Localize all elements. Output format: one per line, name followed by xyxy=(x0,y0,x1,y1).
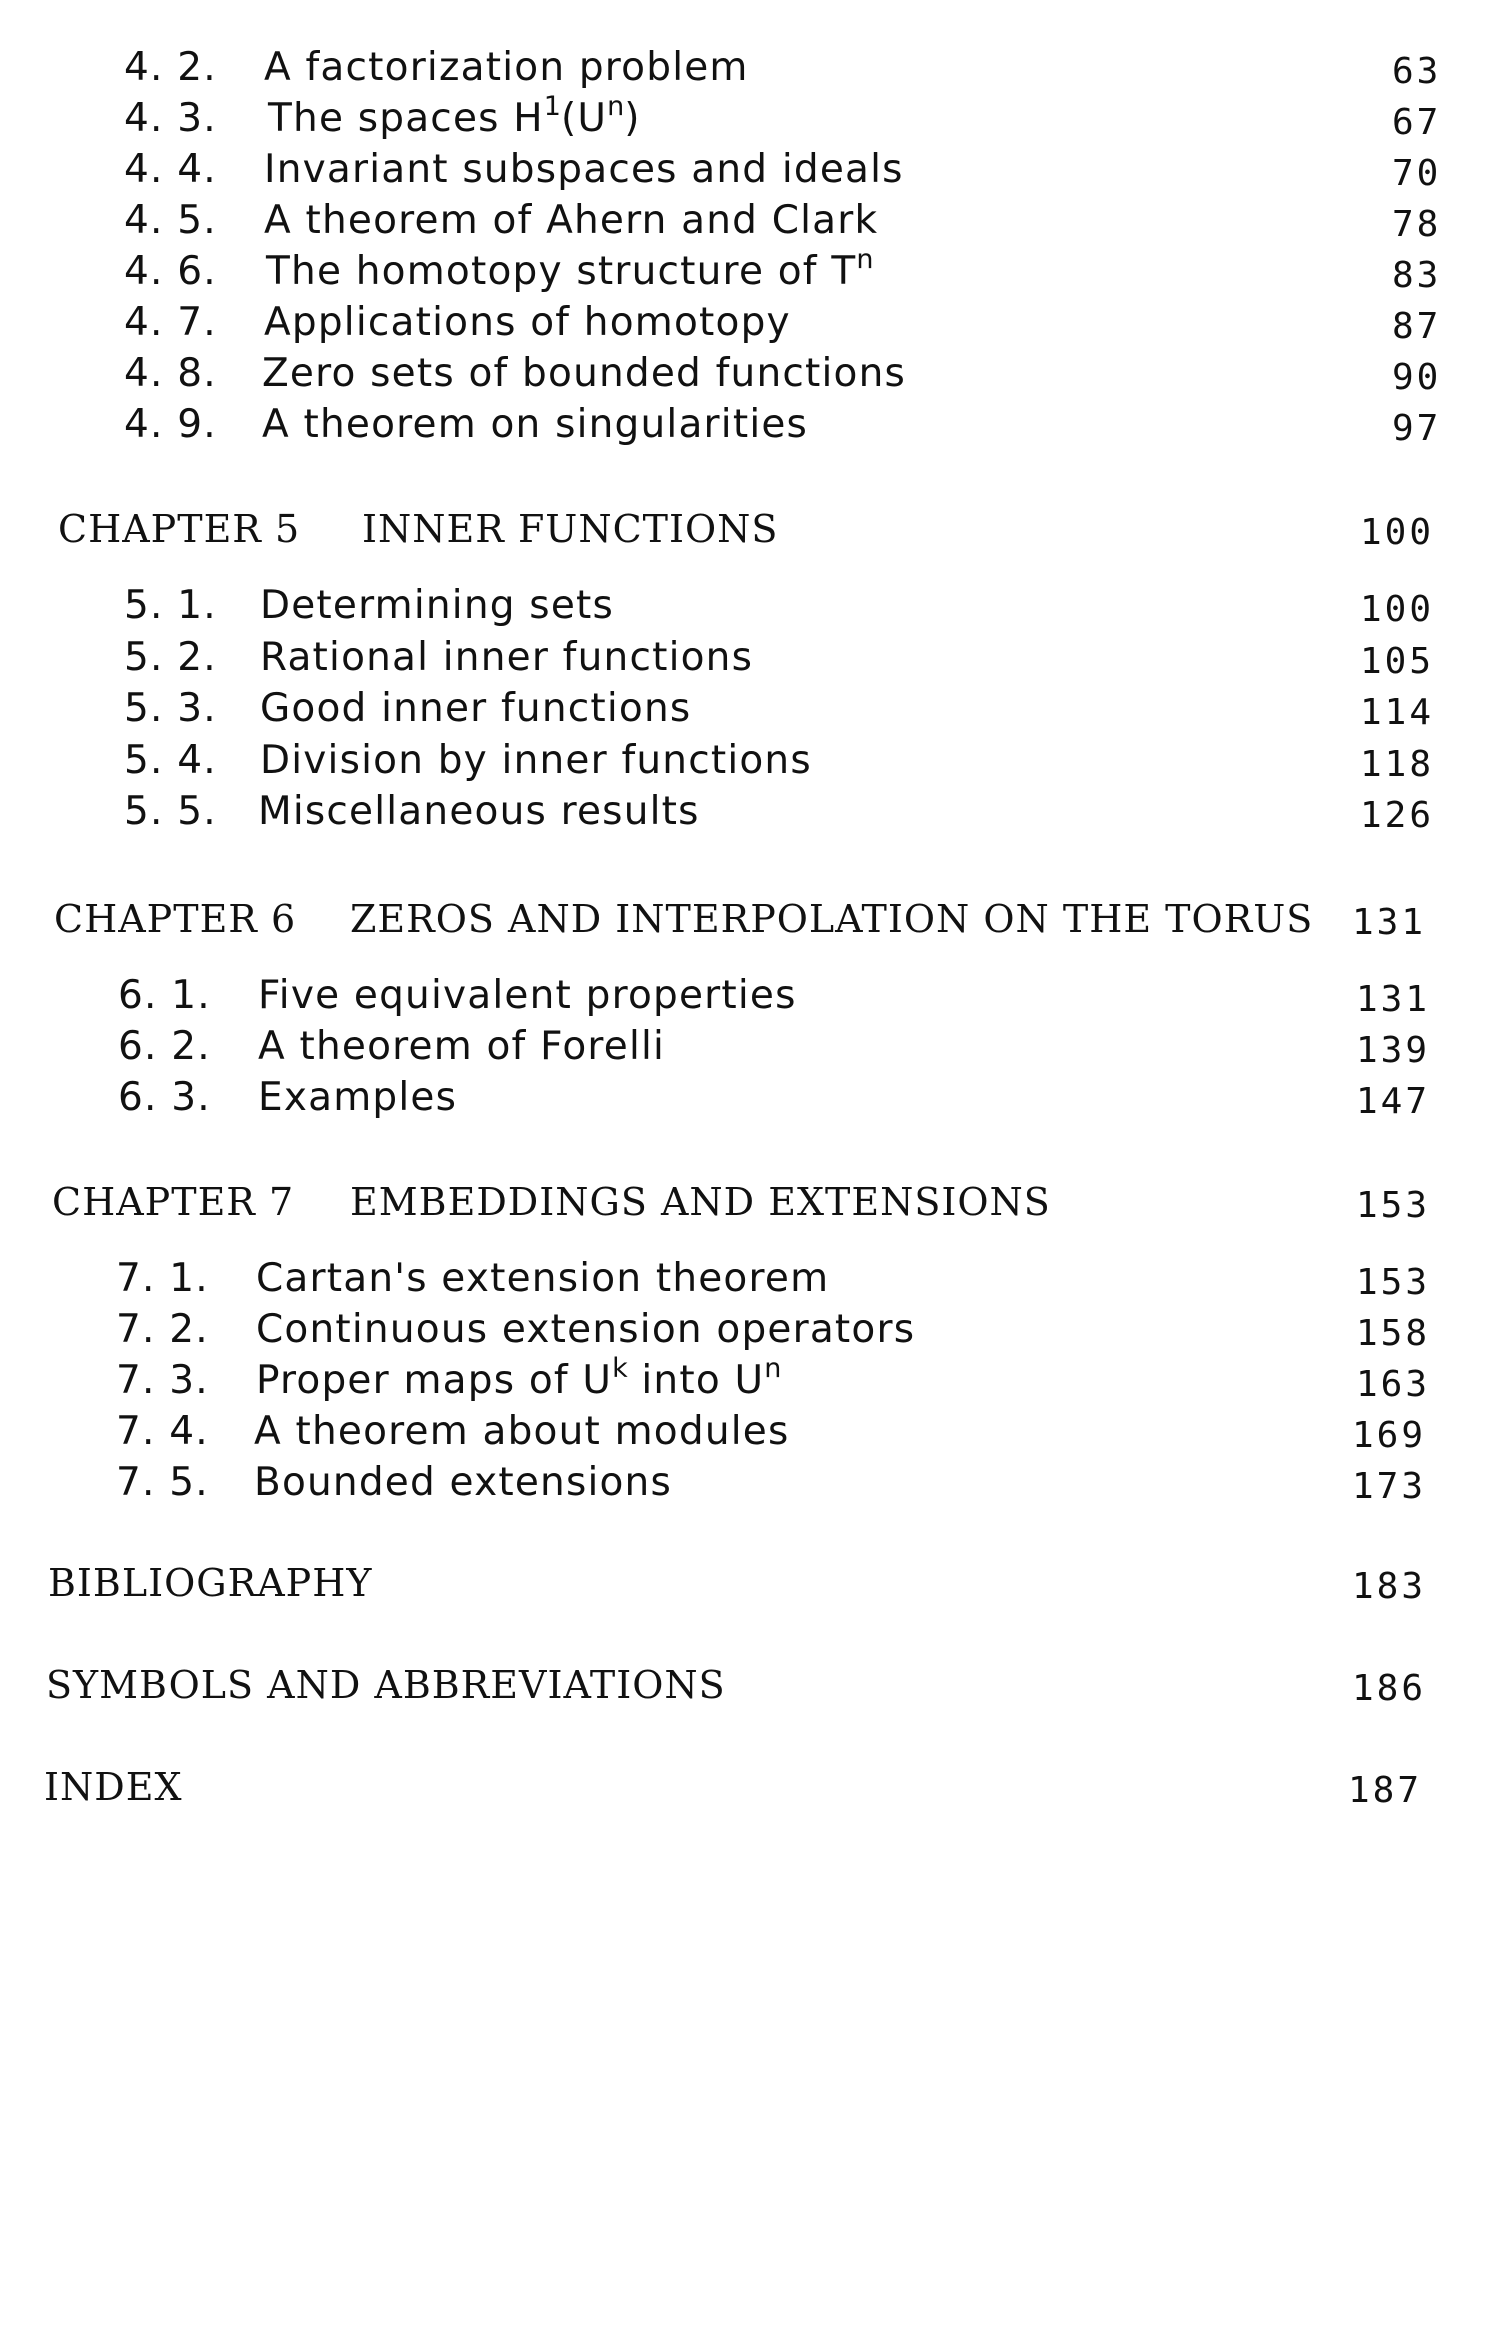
page-number: 186 xyxy=(1352,1668,1427,1709)
toc-entry-4-8[interactable] xyxy=(0,348,1504,400)
section-number: 7. 3. xyxy=(116,1358,209,1403)
page-number: 183 xyxy=(1352,1566,1427,1607)
toc-entry-4-3[interactable] xyxy=(0,93,1504,145)
page-number: 83 xyxy=(1392,255,1442,296)
section-title: Invariant subspaces and ideals xyxy=(264,147,904,192)
toc-entry-5-5[interactable] xyxy=(0,786,1504,838)
toc-entry-6-3[interactable] xyxy=(0,1072,1504,1124)
page-number: 78 xyxy=(1392,204,1442,245)
page-number: 67 xyxy=(1392,102,1442,143)
page-number: 87 xyxy=(1392,306,1442,347)
page-number: 163 xyxy=(1356,1364,1431,1405)
section-title: Five equivalent properties xyxy=(258,973,797,1018)
toc-symbols-and-abbreviations[interactable] xyxy=(0,1659,1504,1711)
page-number: 153 xyxy=(1356,1185,1431,1226)
section-title: The homotopy structure of $T^n$ xyxy=(266,244,874,294)
toc-entry-7-1[interactable] xyxy=(0,1253,1504,1305)
toc-entry-5-1[interactable] xyxy=(0,580,1504,632)
section-title: Cartan's extension theorem xyxy=(256,1256,830,1301)
section-number: 4. 4. xyxy=(124,147,217,192)
toc-entry-4-5[interactable] xyxy=(0,195,1504,247)
section-number: 7. 1. xyxy=(116,1256,209,1301)
section-number: 6. 1. xyxy=(118,973,211,1018)
section-title: A factorization problem xyxy=(264,45,749,90)
toc-entry-4-4[interactable] xyxy=(0,144,1504,196)
toc-entry-5-3[interactable] xyxy=(0,683,1504,735)
section-number: 4. 6. xyxy=(124,249,217,294)
section-number: 7. 5. xyxy=(116,1460,209,1505)
section-number: 4. 5. xyxy=(124,198,217,243)
chapter-label: CHAPTER 6 xyxy=(54,897,297,941)
section-title: Division by inner functions xyxy=(260,738,812,783)
section-number: 6. 2. xyxy=(118,1024,211,1069)
section-number: 4. 9. xyxy=(124,402,217,447)
toc-chapter-5[interactable] xyxy=(0,503,1504,555)
section-title: Rational inner functions xyxy=(260,635,754,680)
section-title: Determining sets xyxy=(260,583,615,628)
page-number: 131 xyxy=(1352,902,1427,943)
backmatter-title: BIBLIOGRAPHY xyxy=(48,1561,373,1605)
toc-entry-7-2[interactable] xyxy=(0,1304,1504,1356)
section-title: A theorem of Ahern and Clark xyxy=(264,198,879,243)
toc-entry-7-4[interactable] xyxy=(0,1406,1504,1458)
toc-entry-5-4[interactable] xyxy=(0,735,1504,787)
page-number: 100 xyxy=(1360,512,1435,553)
section-title: A theorem of Forelli xyxy=(258,1024,666,1069)
section-number: 7. 2. xyxy=(116,1307,209,1352)
section-title: Examples xyxy=(258,1075,458,1120)
section-number: 5. 4. xyxy=(124,738,217,783)
page-number: 158 xyxy=(1356,1313,1431,1354)
page-number: 126 xyxy=(1360,795,1435,836)
section-title: Zero sets of bounded functions xyxy=(262,351,907,396)
section-title: Bounded extensions xyxy=(254,1460,672,1505)
page-number: 131 xyxy=(1356,979,1431,1020)
page-number: 118 xyxy=(1360,744,1435,785)
section-title: A theorem about modules xyxy=(254,1409,790,1454)
toc-chapter-7[interactable] xyxy=(0,1176,1504,1228)
page-number: 139 xyxy=(1356,1030,1431,1071)
section-number: 6. 3. xyxy=(118,1075,211,1120)
chapter-title: ZEROS AND INTERPOLATION ON THE TORUS xyxy=(350,897,1314,941)
section-number: 7. 4. xyxy=(116,1409,209,1454)
section-title: Applications of homotopy xyxy=(264,300,791,345)
toc-entry-7-5[interactable] xyxy=(0,1457,1504,1509)
page-number: 97 xyxy=(1392,408,1442,449)
page-number: 187 xyxy=(1348,1770,1423,1811)
section-number: 4. 2. xyxy=(124,45,217,90)
section-number: 4. 7. xyxy=(124,300,217,345)
page-number: 90 xyxy=(1392,357,1442,398)
toc-entry-4-2[interactable] xyxy=(0,42,1504,94)
section-title: Miscellaneous results xyxy=(258,789,700,834)
chapter-label: CHAPTER 5 xyxy=(58,507,301,551)
section-title: Continuous extension operators xyxy=(256,1307,916,1352)
chapter-title: INNER FUNCTIONS xyxy=(362,507,779,551)
page-number: 105 xyxy=(1360,641,1435,682)
toc-entry-4-9[interactable] xyxy=(0,399,1504,451)
page-number: 147 xyxy=(1356,1081,1431,1122)
section-title: The spaces $H^1(U^n)$ xyxy=(268,91,641,141)
toc-entry-4-6[interactable] xyxy=(0,246,1504,298)
chapter-label: CHAPTER 7 xyxy=(52,1180,295,1224)
backmatter-title: INDEX xyxy=(44,1765,183,1809)
section-title: Good inner functions xyxy=(260,686,692,731)
page-number: 114 xyxy=(1360,692,1435,733)
section-number: 5. 5. xyxy=(124,789,217,834)
toc-bibliography[interactable] xyxy=(0,1557,1504,1609)
page-number: 70 xyxy=(1392,153,1442,194)
chapter-title: EMBEDDINGS AND EXTENSIONS xyxy=(350,1180,1051,1224)
page-number: 63 xyxy=(1392,51,1442,92)
toc-entry-7-3[interactable] xyxy=(0,1355,1504,1407)
section-number: 5. 3. xyxy=(124,686,217,731)
toc-index[interactable] xyxy=(0,1761,1504,1813)
page-number: 100 xyxy=(1360,589,1435,630)
backmatter-title: SYMBOLS AND ABBREVIATIONS xyxy=(46,1663,726,1707)
toc-entry-4-7[interactable] xyxy=(0,297,1504,349)
section-number: 4. 3. xyxy=(124,96,217,141)
section-number: 5. 2. xyxy=(124,635,217,680)
section-number: 5. 1. xyxy=(124,583,217,628)
page-number: 169 xyxy=(1352,1415,1427,1456)
section-title: Proper maps of $U^k$ into $U^n$ xyxy=(256,1353,782,1403)
toc-chapter-6[interactable] xyxy=(0,893,1504,945)
toc-entry-6-1[interactable] xyxy=(0,970,1504,1022)
section-title: A theorem on singularities xyxy=(262,402,809,447)
toc-entry-5-2[interactable] xyxy=(0,632,1504,684)
toc-entry-6-2[interactable] xyxy=(0,1021,1504,1073)
page-number: 173 xyxy=(1352,1466,1427,1507)
section-number: 4. 8. xyxy=(124,351,217,396)
page-number: 153 xyxy=(1356,1262,1431,1303)
